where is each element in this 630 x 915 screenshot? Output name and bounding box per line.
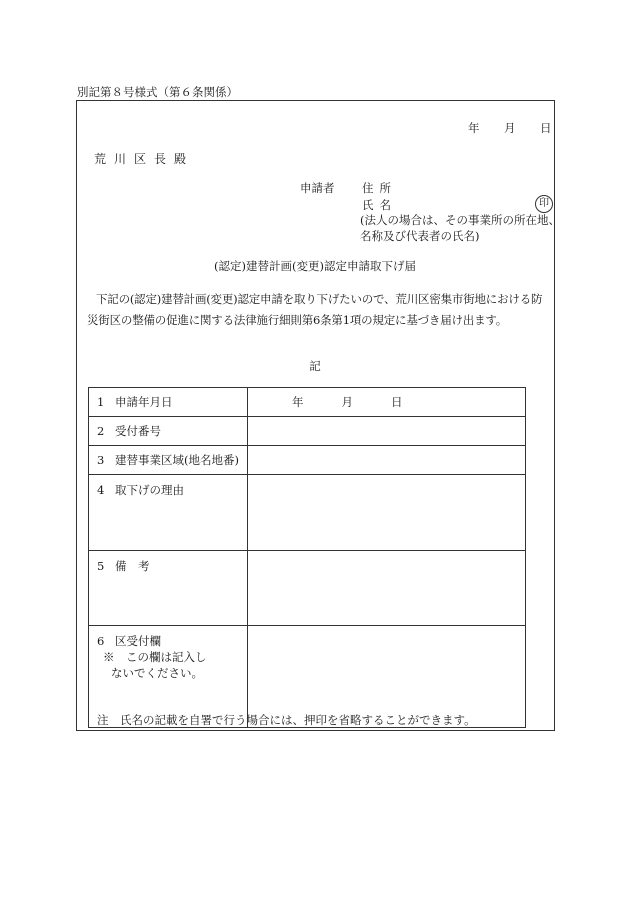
ki-heading: 記 — [309, 359, 321, 373]
row-number: 1 — [97, 395, 105, 409]
office-use-note-1: ※ この欄は記入し — [103, 650, 207, 664]
row-label-text: 建替事業区域(地名地番) — [115, 453, 239, 467]
date-cell-month: 月 — [341, 395, 353, 409]
document-title: (認定)建替計画(変更)認定申請取下げ届 — [214, 259, 416, 273]
table-row — [89, 551, 526, 626]
address-label: 住所 — [362, 181, 397, 195]
reception-number-field[interactable] — [248, 417, 526, 446]
corporation-note: (法人の場合は、その事業所の所在地、名称及び代表者の氏名) — [360, 213, 560, 243]
row-label — [89, 417, 248, 446]
row-label — [89, 551, 248, 626]
application-date-field[interactable] — [248, 388, 526, 417]
row-label — [89, 446, 248, 475]
row-label — [89, 388, 248, 417]
withdrawal-reason-field[interactable] — [248, 475, 526, 551]
applicant-label: 申請者 — [300, 181, 335, 195]
table-row — [89, 417, 526, 446]
date-day-label: 日 — [540, 121, 552, 135]
form-number-label: 別記第８号様式（第６条関係） — [77, 85, 238, 99]
seal-mark: 印 — [535, 195, 553, 213]
date-cell-year: 年 — [292, 395, 304, 409]
row-number: 3 — [97, 453, 105, 467]
row-label-text: 取下げの理由 — [115, 483, 184, 497]
row-number: 5 — [97, 559, 105, 573]
body-text: 下記の(認定)建替計画(変更)認定申請を取り下げたいので、荒川区密集市街地における防災街区の整備の促進に関する法律施行細則第6条第1項の規定に基づき届け出ます。 — [87, 292, 543, 327]
date-month-label: 月 — [504, 121, 516, 135]
row-number: 4 — [97, 483, 105, 497]
row-label-text: 申請年月日 — [115, 395, 173, 409]
row-number: 6 — [97, 634, 105, 648]
footer-note: 注 氏名の記載を自署で行う場合には、押印を省略することができます。 — [97, 713, 476, 727]
table-row — [89, 446, 526, 475]
date-year-label: 年 — [468, 121, 480, 135]
table-row — [89, 475, 526, 551]
name-label: 氏名 — [362, 198, 397, 212]
table-row — [89, 388, 526, 417]
row-label-text: 区受付欄 — [115, 634, 161, 648]
row-number: 2 — [97, 424, 105, 438]
items-table — [88, 387, 526, 728]
row-label-text: 備 考 — [115, 559, 150, 573]
row-label — [89, 475, 248, 551]
office-use-note-2: ないでください。 — [111, 666, 203, 680]
addressee: 荒川区長殿 — [94, 152, 195, 166]
row-label-text: 受付番号 — [115, 424, 161, 438]
project-area-field[interactable] — [248, 446, 526, 475]
remarks-field[interactable] — [248, 551, 526, 626]
date-cell-day: 日 — [391, 395, 403, 409]
